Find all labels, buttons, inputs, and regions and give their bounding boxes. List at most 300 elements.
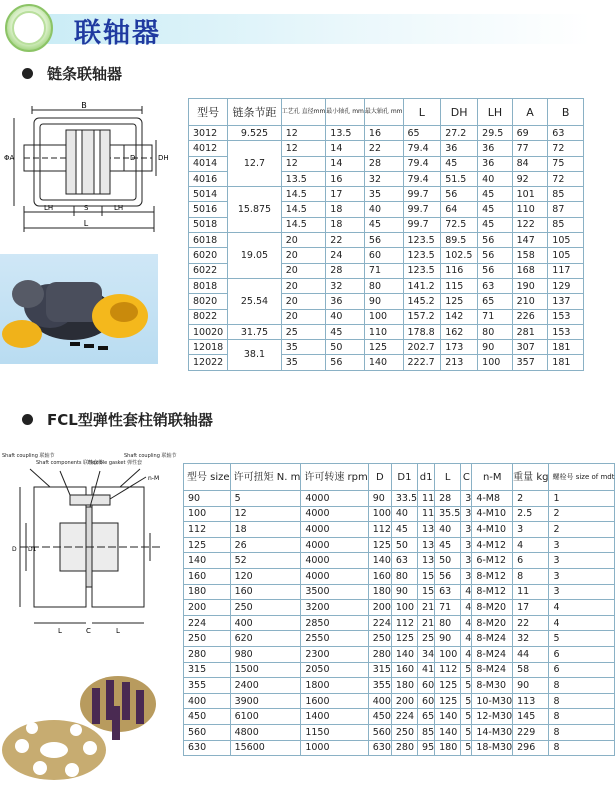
table-cell: 5018 (189, 217, 228, 232)
table-cell: 58 (513, 662, 549, 678)
table-cell: 99.7 (403, 187, 441, 202)
table-cell: 5 (461, 678, 472, 694)
table-cell: 45 (478, 202, 512, 217)
table-cell: 22 (364, 141, 403, 156)
table-cell: 281 (512, 324, 548, 339)
table-cell: 71 (364, 263, 403, 278)
table-cell: 229 (513, 724, 549, 740)
banner-title: 联轴器 (74, 18, 161, 49)
col-header-a: A (512, 99, 548, 126)
table-cell: 14.5 (281, 187, 326, 202)
table-cell: 112 (184, 522, 231, 538)
table-cell: 56 (478, 248, 512, 263)
table-cell: 18-M30 (472, 740, 513, 756)
table-cell: 357 (512, 355, 548, 370)
table-cell: 13.5 (326, 126, 365, 141)
table-cell: 89.5 (441, 233, 478, 248)
table-cell: 450 (368, 709, 391, 725)
col-header-torque: 许可扭矩 N. m (230, 464, 301, 491)
table-cell: 153 (548, 324, 584, 339)
table-cell: 180 (368, 584, 391, 600)
col-header-dh: DH (441, 99, 478, 126)
table-cell: 28 (326, 263, 365, 278)
table-cell: 4000 (301, 537, 368, 553)
col-header-small-d1: d1 (418, 464, 435, 491)
banner (0, 0, 591, 56)
table-cell: 4 (461, 615, 472, 631)
table-cell: 5 (230, 491, 301, 507)
table-cell: 6 (513, 553, 549, 569)
table-row (184, 646, 615, 662)
table-cell: 20 (281, 309, 326, 324)
table-cell: 5 (461, 724, 472, 740)
table-cell: 29.5 (478, 126, 512, 141)
col-header-b: B (548, 99, 584, 126)
table-row (184, 506, 615, 522)
table-cell: 40 (478, 171, 512, 186)
table-cell: 90 (364, 294, 403, 309)
table-cell: 52 (230, 553, 301, 569)
dim-l-label: L (83, 219, 89, 228)
table-cell: 56 (364, 233, 403, 248)
table-cell: 122 (512, 217, 548, 232)
table-row (189, 126, 584, 141)
table-cell: 4000 (301, 568, 368, 584)
table-cell: 60 (364, 248, 403, 263)
table-cell: 113 (513, 693, 549, 709)
table-cell: 6 (549, 646, 615, 662)
table-cell: 180 (184, 584, 231, 600)
table-cell: 5 (461, 709, 472, 725)
table-cell: 72.5 (441, 217, 478, 232)
table-cell: 50 (326, 340, 365, 355)
table-cell: 8-M20 (472, 615, 513, 631)
table-cell: 6100 (230, 709, 301, 725)
table-cell: 100 (478, 355, 512, 370)
table-cell: 21 (418, 600, 435, 616)
col-header-nm: n-M (472, 464, 513, 491)
table-cell: 90 (184, 491, 231, 507)
col-header-c: C (461, 464, 472, 491)
table-cell: 8 (549, 693, 615, 709)
table-cell: 3 (549, 553, 615, 569)
table-cell: 8 (549, 724, 615, 740)
table-cell: 8-M30 (472, 678, 513, 694)
table-cell: 45 (391, 522, 417, 538)
table-cell: 25 (418, 631, 435, 647)
table-cell: 12-M30 (472, 709, 513, 725)
col-header-process-hole: 工艺孔 直径mm (281, 99, 326, 126)
col-header-l: L (403, 99, 441, 126)
table-cell: 45 (478, 187, 512, 202)
table-cell: 123.5 (403, 263, 441, 278)
table-cell: 8-M12 (472, 584, 513, 600)
fcl-heading-text: FCL型弹性套柱销联轴器 (47, 411, 213, 429)
table-cell: 5 (549, 631, 615, 647)
table-cell: 3200 (301, 600, 368, 616)
table-cell: 4000 (301, 491, 368, 507)
table-cell: 250 (368, 631, 391, 647)
table-cell: 45 (364, 217, 403, 232)
table-cell: 3 (549, 584, 615, 600)
table-cell: 15 (418, 568, 435, 584)
table-cell: 100 (391, 600, 417, 616)
table-row (184, 709, 615, 725)
table-cell: 3 (549, 568, 615, 584)
table-cell: 202.7 (403, 340, 441, 355)
table-cell: 63 (391, 553, 417, 569)
table-cell: 105 (548, 233, 584, 248)
callout-shaft-coupling-right: Shaft coupling 联轴节 (124, 453, 177, 459)
table-row (184, 631, 615, 647)
table-cell: 99.7 (403, 202, 441, 217)
dim-fcl-l-left-label: L (58, 627, 62, 635)
table-cell: 2300 (301, 646, 368, 662)
table-cell: 224 (184, 615, 231, 631)
table-cell: 180 (435, 740, 461, 756)
fcl-coupling-table (183, 463, 615, 756)
table-cell: 307 (512, 340, 548, 355)
col-header-bolt-size: 螺栓号 size of mdt (549, 464, 615, 491)
table-header-row (184, 464, 615, 491)
table-cell: 4 (549, 600, 615, 616)
table-cell: 4 (461, 646, 472, 662)
table-cell: 8-M24 (472, 631, 513, 647)
table-cell: 315 (184, 662, 231, 678)
table-cell: 315 (368, 662, 391, 678)
table-row (189, 340, 584, 355)
table-cell: 5 (461, 662, 472, 678)
table-cell: 25 (281, 324, 326, 339)
table-cell: 51.5 (441, 171, 478, 186)
table-cell: 129 (548, 278, 584, 293)
table-cell: 560 (184, 724, 231, 740)
dim-nm-label: n-M (148, 475, 160, 482)
table-cell: 17 (513, 600, 549, 616)
table-cell: 32 (513, 631, 549, 647)
table-cell: 5016 (189, 202, 228, 217)
table-cell: 18 (230, 522, 301, 538)
table-cell: 13.5 (281, 171, 326, 186)
table-cell: 3500 (301, 584, 368, 600)
table-cell: 137 (548, 294, 584, 309)
table-cell: 1500 (230, 662, 301, 678)
table-row (184, 740, 615, 756)
table-cell: 95 (418, 740, 435, 756)
table-cell: 12 (281, 141, 326, 156)
table-cell: 173 (441, 340, 478, 355)
table-cell: 90 (478, 340, 512, 355)
table-cell: 56 (441, 187, 478, 202)
dim-fcl-c-label: C (86, 627, 91, 635)
table-cell: 4-M10 (472, 522, 513, 538)
table-cell: 4 (461, 584, 472, 600)
table-cell: 14 (326, 141, 365, 156)
table-cell: 44 (513, 646, 549, 662)
table-cell: 2400 (230, 678, 301, 694)
table-cell: 3 (461, 506, 472, 522)
table-cell: 3 (549, 537, 615, 553)
table-row (184, 662, 615, 678)
table-cell: 14.5 (281, 217, 326, 232)
table-cell: 90 (435, 631, 461, 647)
table-cell: 147 (512, 233, 548, 248)
table-cell: 45 (326, 324, 365, 339)
table-cell: 12 (281, 126, 326, 141)
table-cell: 92 (512, 171, 548, 186)
col-header-pitch: 链条节距 (228, 99, 281, 126)
table-cell: 8018 (189, 278, 228, 293)
table-cell: 3012 (189, 126, 228, 141)
table-cell: 200 (391, 693, 417, 709)
table-cell: 60 (418, 678, 435, 694)
table-cell: 16 (364, 126, 403, 141)
table-cell: 64 (441, 202, 478, 217)
table-cell: 210 (512, 294, 548, 309)
table-cell: 71 (478, 309, 512, 324)
table-cell: 157.2 (403, 309, 441, 324)
table-cell: 85 (548, 187, 584, 202)
col-header-model: 型号 (189, 99, 228, 126)
table-cell: 50 (391, 537, 417, 553)
table-cell: 280 (368, 646, 391, 662)
pitch-cell: 9.525 (228, 126, 281, 141)
table-cell: 125 (364, 340, 403, 355)
table-cell: 99.7 (403, 217, 441, 232)
table-cell: 80 (391, 568, 417, 584)
table-cell: 112 (368, 522, 391, 538)
chain-coupling-drawing (4, 100, 182, 245)
table-row (184, 491, 615, 507)
table-cell: 4014 (189, 156, 228, 171)
dim-b-label: B (81, 101, 87, 110)
table-cell: 90 (513, 678, 549, 694)
table-cell: 4-M12 (472, 537, 513, 553)
table-cell: 3900 (230, 693, 301, 709)
table-cell: 34 (418, 646, 435, 662)
table-cell: 2850 (301, 615, 368, 631)
table-cell: 160 (184, 568, 231, 584)
table-cell: 125 (435, 693, 461, 709)
fcl-section-heading (22, 409, 213, 430)
table-cell: 115 (441, 278, 478, 293)
table-cell: 213 (441, 355, 478, 370)
table-cell: 100 (368, 506, 391, 522)
table-cell: 1150 (301, 724, 368, 740)
table-cell: 102.5 (441, 248, 478, 263)
table-cell: 35 (281, 340, 326, 355)
bullet-icon (22, 414, 33, 425)
table-cell: 36 (326, 294, 365, 309)
table-cell: 160 (391, 662, 417, 678)
table-cell: 79.4 (403, 156, 441, 171)
dim-dh-label: DH (158, 154, 169, 162)
table-cell: 2 (549, 506, 615, 522)
table-cell: 120 (230, 568, 301, 584)
table-cell: 125 (368, 537, 391, 553)
table-cell: 178.8 (403, 324, 441, 339)
table-cell: 4-M10 (472, 506, 513, 522)
table-cell: 6020 (189, 248, 228, 263)
table-row (184, 537, 615, 553)
pitch-cell: 19.05 (228, 233, 281, 279)
col-header-size: 型号 size (184, 464, 231, 491)
dim-lh-left-label: LH (44, 204, 54, 212)
table-cell: 3 (461, 522, 472, 538)
table-cell: 12018 (189, 340, 228, 355)
table-cell: 153 (548, 309, 584, 324)
col-header-min-bore: 最小轴孔 mm (326, 99, 365, 126)
table-row (184, 678, 615, 694)
table-cell: 13 (418, 553, 435, 569)
table-cell: 190 (512, 278, 548, 293)
table-cell: 63 (548, 126, 584, 141)
table-cell: 4-M8 (472, 491, 513, 507)
table-cell: 6-M12 (472, 553, 513, 569)
pitch-cell: 12.7 (228, 141, 281, 187)
table-cell: 22 (513, 615, 549, 631)
table-cell: 28 (435, 491, 461, 507)
dim-lh-right-label: LH (114, 204, 124, 212)
table-cell: 27.2 (441, 126, 478, 141)
table-cell: 22 (326, 233, 365, 248)
table-cell: 125 (184, 537, 231, 553)
table-cell: 105 (548, 248, 584, 263)
callout-flexible-gasket: Flexible gasket 弹性套 (88, 460, 143, 466)
table-cell: 125 (435, 678, 461, 694)
table-cell: 110 (364, 324, 403, 339)
table-cell: 69 (512, 126, 548, 141)
table-cell: 20 (281, 263, 326, 278)
table-cell: 1000 (301, 740, 368, 756)
table-cell: 8-M24 (472, 662, 513, 678)
table-row (184, 693, 615, 709)
table-cell: 40 (326, 309, 365, 324)
table-cell: 181 (548, 355, 584, 370)
table-cell: 140 (435, 709, 461, 725)
table-header-row (189, 99, 584, 126)
table-cell: 140 (435, 724, 461, 740)
table-cell: 355 (184, 678, 231, 694)
table-cell: 4 (513, 537, 549, 553)
pitch-cell: 15.875 (228, 187, 281, 233)
ring-logo-icon (2, 2, 56, 54)
table-cell: 125 (441, 294, 478, 309)
table-cell: 45 (435, 537, 461, 553)
table-cell: 355 (368, 678, 391, 694)
table-cell: 45 (441, 156, 478, 171)
table-cell: 145.2 (403, 294, 441, 309)
table-cell: 20 (281, 233, 326, 248)
table-cell: 4 (461, 600, 472, 616)
table-cell: 8-M12 (472, 568, 513, 584)
dim-a-label: ΦA (4, 154, 15, 162)
dim-fcl-l-right-label: L (116, 627, 120, 635)
table-cell: 12 (230, 506, 301, 522)
table-cell: 1600 (301, 693, 368, 709)
table-cell: 226 (512, 309, 548, 324)
table-cell: 1 (549, 491, 615, 507)
pitch-cell: 38.1 (228, 340, 281, 371)
table-cell: 65 (403, 126, 441, 141)
table-cell: 8020 (189, 294, 228, 309)
table-cell: 8-M20 (472, 600, 513, 616)
table-cell: 2550 (301, 631, 368, 647)
table-cell: 79.4 (403, 141, 441, 156)
table-cell: 90 (391, 584, 417, 600)
table-cell: 100 (435, 646, 461, 662)
table-cell: 24 (326, 248, 365, 263)
table-row (184, 568, 615, 584)
callout-shaft-coupling-left: Shaft coupling 联轴节 (2, 453, 55, 459)
table-cell: 200 (368, 600, 391, 616)
col-header-d: D (368, 464, 391, 491)
table-cell: 15600 (230, 740, 301, 756)
table-cell: 110 (512, 202, 548, 217)
table-cell: 33.5 (391, 491, 417, 507)
table-cell: 140 (368, 553, 391, 569)
table-cell: 280 (391, 740, 417, 756)
table-cell: 2 (549, 522, 615, 538)
table-cell: 41 (418, 662, 435, 678)
table-cell: 100 (184, 506, 231, 522)
table-row (184, 584, 615, 600)
col-header-lh: LH (478, 99, 512, 126)
table-cell: 141.2 (403, 278, 441, 293)
table-cell: 56 (435, 568, 461, 584)
table-cell: 26 (230, 537, 301, 553)
callout-shaft-components: Shaft components 联轴套件 (36, 460, 104, 466)
table-cell: 280 (184, 646, 231, 662)
chain-coupling-photo-art (0, 254, 158, 364)
table-cell: 123.5 (403, 233, 441, 248)
table-cell: 85 (548, 217, 584, 232)
table-row (184, 600, 615, 616)
table-cell: 11 (513, 584, 549, 600)
table-cell: 3 (461, 491, 472, 507)
table-cell: 45 (478, 217, 512, 232)
table-cell: 32 (364, 171, 403, 186)
table-cell: 250 (391, 724, 417, 740)
table-cell: 8 (549, 740, 615, 756)
table-cell: 1400 (301, 709, 368, 725)
table-cell: 3 (513, 522, 549, 538)
pitch-cell: 31.75 (228, 324, 281, 339)
table-cell: 560 (368, 724, 391, 740)
table-cell: 8 (549, 678, 615, 694)
dim-fcl-d-label: D (12, 546, 17, 553)
table-cell: 90 (368, 491, 391, 507)
table-row (189, 141, 584, 156)
table-cell: 20 (281, 248, 326, 263)
table-cell: 63 (435, 584, 461, 600)
table-cell: 4000 (301, 553, 368, 569)
table-cell: 4000 (301, 522, 368, 538)
table-cell: 36 (478, 141, 512, 156)
table-row (189, 233, 584, 248)
table-cell: 40 (391, 506, 417, 522)
dim-s-label: S (84, 204, 89, 212)
table-cell: 63 (478, 278, 512, 293)
table-cell: 162 (441, 324, 478, 339)
table-cell: 8-M24 (472, 646, 513, 662)
table-cell: 36 (441, 141, 478, 156)
table-cell: 28 (364, 156, 403, 171)
table-cell: 35.5 (435, 506, 461, 522)
table-cell: 3 (461, 537, 472, 553)
table-cell: 180 (391, 678, 417, 694)
col-header-max-bore: 最大轴孔 mm (364, 99, 403, 126)
